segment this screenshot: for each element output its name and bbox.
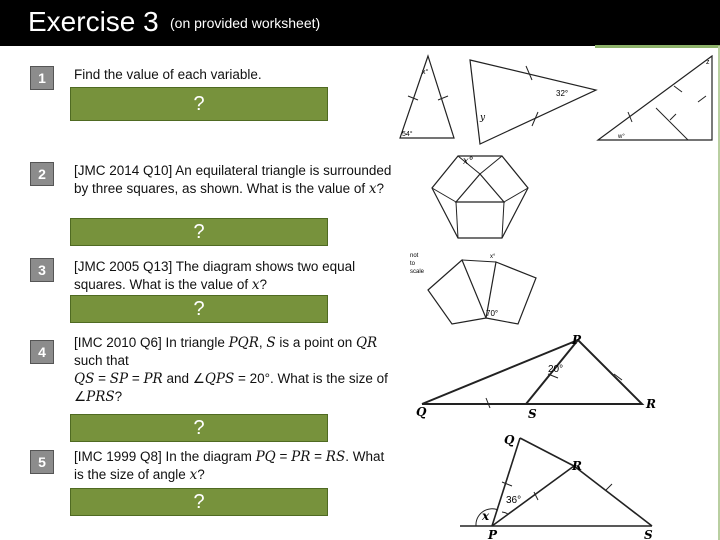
figure-1a-triangle [396,52,460,144]
fig4-R: R [646,397,656,411]
fig3-top-label: x° [490,254,496,260]
fig1c-top-label: z [706,59,710,66]
question-number-5: 5 [30,450,54,474]
question-text-2: [JMC 2014 Q10] An equilateral triangle is surrounded by three squares, as shown. What is the value of x? [74,163,392,197]
answer-box-1[interactable]: ? [70,87,328,121]
page-title: Exercise 3 [28,6,159,37]
question-number-4: 4 [30,340,54,364]
figure-5-triangles [456,428,666,540]
fig1a-bottom-label: 54° [402,131,413,138]
question-text-5: [IMC 1999 Q8] In the diagram PQ = PR = RS. What is the size of angle x? [74,449,385,483]
fig1c-bottom-label: w° [618,134,625,140]
accent-bar [595,45,720,48]
figure-1b-triangle [468,58,600,148]
question-text-4: [IMC 2010 Q6] In triangle PQR, S is a point on QR such that QS = SP = PR and ∠QPS = 20°. What is the size of ∠PRS? [74,335,388,405]
fig3-angle-label: 70° [486,309,499,318]
fig4-Q: Q [416,405,427,419]
question-number-3: 3 [30,258,54,282]
title-bar [0,0,720,46]
answer-box-5[interactable]: ? [70,488,328,516]
fig5-S: S [644,528,653,540]
fig3-note1: not [410,253,419,259]
answer-box-2[interactable]: ? [70,218,328,246]
fig1b-angle-label: 32° [556,89,569,98]
figure-2-squares [420,150,540,244]
question-text-3: [JMC 2005 Q13] The diagram shows two equal squares. What is the value of x? [74,259,356,293]
question-text-1: Find the value of each variable. [74,67,262,82]
fig3-note3: scale [410,269,425,275]
fig5-x: x [482,509,490,523]
fig4-P: P [572,333,582,347]
page-subtitle: (on provided worksheet) [170,15,321,31]
question-number-2: 2 [30,162,54,186]
figure-1c-triangle [596,52,720,146]
fig3-note2: to [410,261,416,267]
fig5-Q: Q [504,433,515,447]
fig5-angle: 36° [506,495,522,506]
fig1a-top-label: x° [422,69,429,76]
fig1b-var-label: y [480,113,486,123]
fig2-x-label: x° [463,156,474,167]
question-number-1: 1 [30,66,54,90]
fig5-R: R [572,459,582,473]
answer-box-4[interactable]: ? [70,414,328,442]
fig4-S: S [528,407,537,421]
fig5-P: P [488,528,498,540]
fig4-angle: 20° [548,364,564,375]
figure-3-squares [406,248,556,328]
figure-4-triangle [412,332,662,424]
answer-box-3[interactable]: ? [70,295,328,323]
